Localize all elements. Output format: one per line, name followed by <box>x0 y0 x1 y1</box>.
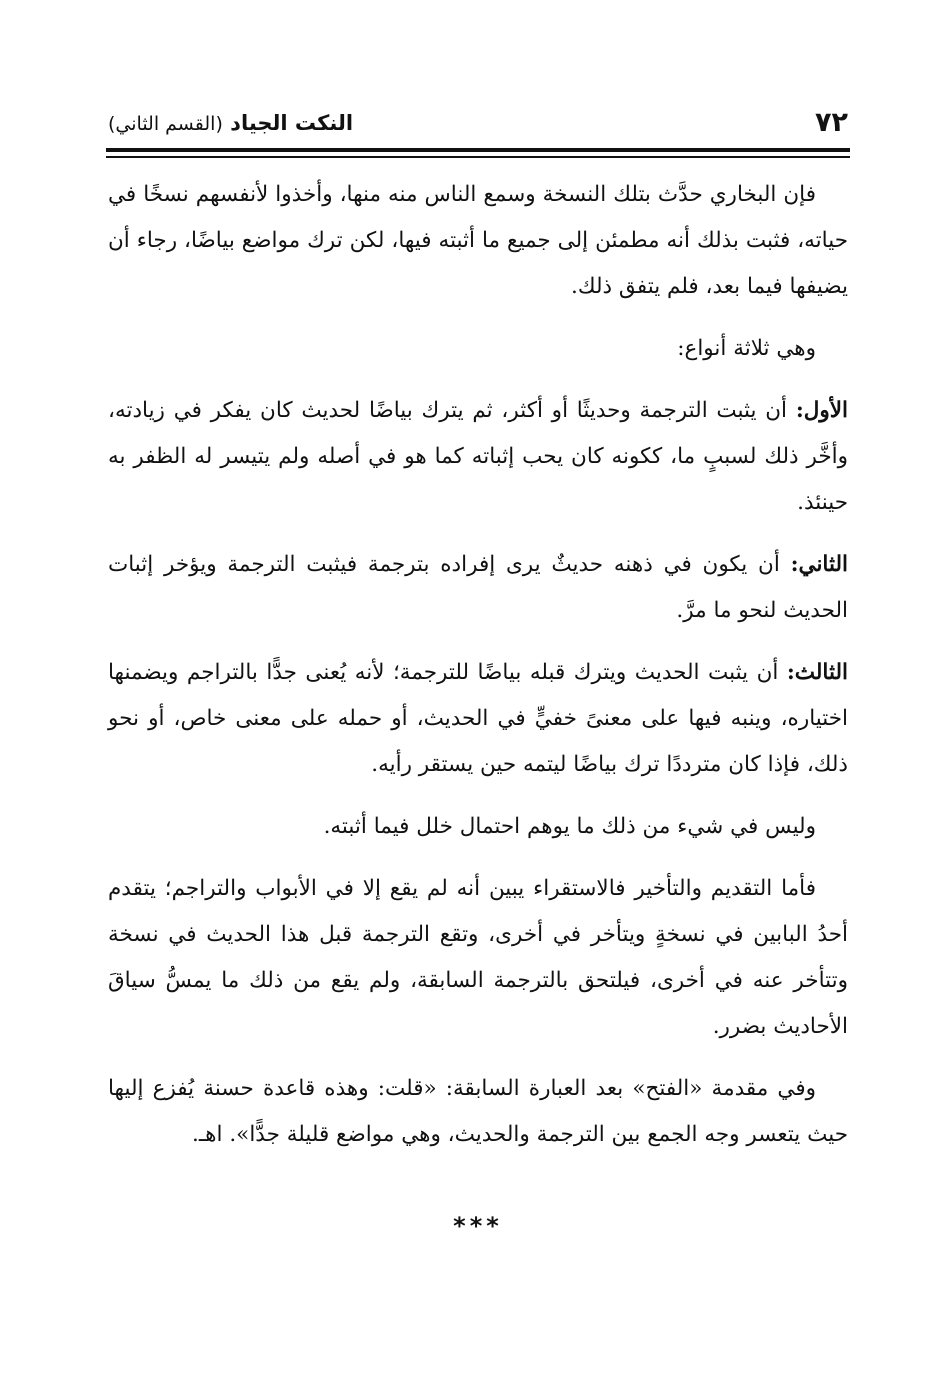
paragraph-text: أن يثبت الترجمة وحديثًا أو أكثر، ثم يترك بياضًا لحديث كان يفكر في زيادته، وأخَّر ذلك لسببٍ ما، ككونه كان يحب إثباته كما هو في أصله ولم يتيسر له الظفر به حينئذ. <box>108 398 848 515</box>
paragraph-text: وفي مقدمة «الفتح» بعد العبارة السابقة: «قلت: وهذه قاعدة حسنة يُفزع إليها حيث يتعسر وجه الجمع بين الترجمة والحديث، وهي مواضع قليلة جدًّا». اهـ. <box>108 1076 848 1147</box>
paragraph-text: وليس في شيء من ذلك ما يوهم احتمال خلل فيما أثبته. <box>323 814 816 839</box>
paragraph-text: فإن البخاري حدَّث بتلك النسخة وسمع الناس منه منها، وأخذوا لأنفسهم نسخًا في حياته، فثبت بذلك أنه مطمئن إلى جميع ما أثبته فيها، لكن ترك مواضع بياضًا، رجاء أن يضيفها فيما بعد، فلم يتفق ذلك. <box>108 182 848 299</box>
paragraph <box>108 172 848 310</box>
header-rule-thick <box>106 148 850 152</box>
page-header <box>108 104 848 146</box>
paragraph <box>108 804 848 850</box>
paragraph-lead: الثاني: <box>790 552 848 577</box>
paragraph-text: فأما التقديم والتأخير فالاستقراء يبين أنه لم يقع إلا في الأبواب والتراجم؛ يتقدم أحدُ البابين في نسخةٍ ويتأخر في أخرى، وتقع الترجمة قبل هذا الحديث في نسخة وتتأخر عنه في أخرى، فيلتحق بالترجمة السابقة، ولم يقع من ذلك ما يمسُّ سياقَ الأحاديث بضرر. <box>108 876 848 1039</box>
paragraph <box>108 866 848 1050</box>
body-text <box>108 172 848 1174</box>
paragraph <box>108 1066 848 1158</box>
running-title-subtitle: (القسم الثاني) <box>108 113 223 135</box>
paragraph <box>108 388 848 526</box>
paragraph-lead: الأول: <box>795 398 848 423</box>
running-title <box>108 106 353 141</box>
paragraph-text: وهي ثلاثة أنواع: <box>677 336 816 361</box>
paragraph <box>108 542 848 634</box>
paragraph-lead: الثالث: <box>786 660 848 685</box>
paragraph-text: أن يثبت الحديث ويترك قبله بياضًا للترجمة؛ لأنه يُعنى جدًّا بالتراجم ويضمنها اختياره، وينبه فيها على معنىً خفيٍّ في الحديث، أو حمله على معنى خاص، أو نحو ذلك، فإذا كان مترددًا ترك بياضًا ليتمه حين يستقر رأيه. <box>108 660 848 777</box>
paragraph <box>108 650 848 788</box>
header-rule-thin <box>106 156 850 158</box>
paragraph-text: أن يكون في ذهنه حديثٌ يرى إفراده بترجمة فيثبت الترجمة ويؤخر إثبات الحديث لنحو ما مرَّ. <box>108 552 848 623</box>
page-number: ٧٢ <box>815 107 848 138</box>
running-title-main: النكت الجياد <box>230 111 354 135</box>
section-end-stars: *** <box>453 1212 503 1240</box>
paragraph <box>108 326 848 372</box>
